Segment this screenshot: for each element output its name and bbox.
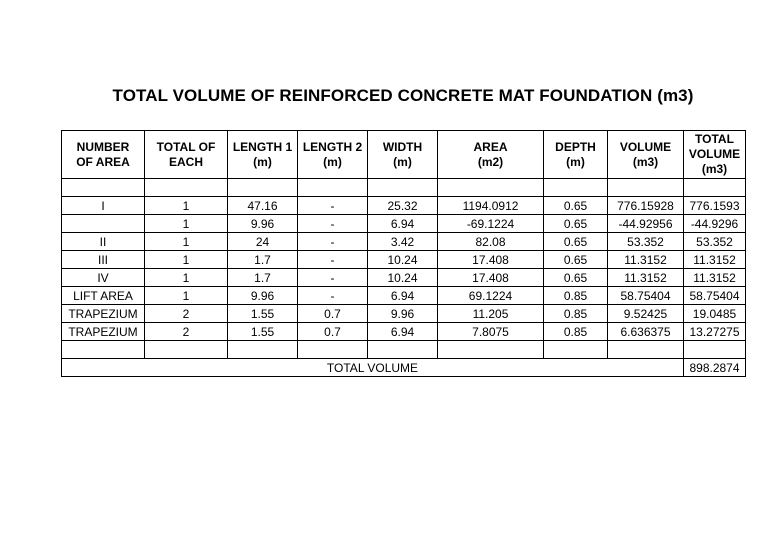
cell-width: 6.94 xyxy=(368,323,438,341)
cell-total-volume: 19.0485 xyxy=(684,305,746,323)
cell-length-2: - xyxy=(298,251,368,269)
cell-width: 3.42 xyxy=(368,233,438,251)
cell-area: 1194.0912 xyxy=(438,197,544,215)
table-row xyxy=(62,323,746,341)
cell-length-2: 0.7 xyxy=(298,323,368,341)
cell-length-2: - xyxy=(298,215,368,233)
cell-total-each: 1 xyxy=(145,197,228,215)
table-row xyxy=(62,233,746,251)
table-row xyxy=(62,269,746,287)
cell-length-2: - xyxy=(298,269,368,287)
cell-length-1: 1.7 xyxy=(228,251,298,269)
header-total-of-each: TOTAL OF EACH xyxy=(145,131,228,179)
cell-depth: 0.65 xyxy=(544,251,608,269)
cell-width: 9.96 xyxy=(368,305,438,323)
blank-row xyxy=(62,341,746,359)
cell-length-2: - xyxy=(298,287,368,305)
cell-volume: 11.3152 xyxy=(608,251,684,269)
cell-length-1: 1.55 xyxy=(228,323,298,341)
cell-area: 69.1224 xyxy=(438,287,544,305)
cell-total-each: 1 xyxy=(145,215,228,233)
cell-area-id: TRAPEZIUM xyxy=(62,323,145,341)
cell-total-volume: 53.352 xyxy=(684,233,746,251)
cell-length-1: 47.16 xyxy=(228,197,298,215)
header-width: WIDTH (m) xyxy=(368,131,438,179)
cell-width: 10.24 xyxy=(368,269,438,287)
cell-length-2: - xyxy=(298,233,368,251)
cell-area: 82.08 xyxy=(438,233,544,251)
cell-depth: 0.85 xyxy=(544,323,608,341)
cell-volume: 9.52425 xyxy=(608,305,684,323)
cell-area-id: II xyxy=(62,233,145,251)
cell-total-each: 1 xyxy=(145,269,228,287)
cell-total-volume: 13.27275 xyxy=(684,323,746,341)
cell-length-1: 9.96 xyxy=(228,215,298,233)
table-row xyxy=(62,251,746,269)
header-total-volume: TOTAL VOLUME (m3) xyxy=(684,131,746,179)
cell-length-1: 9.96 xyxy=(228,287,298,305)
cell-volume: 776.15928 xyxy=(608,197,684,215)
cell-length-2: 0.7 xyxy=(298,305,368,323)
blank-row xyxy=(62,179,746,197)
cell-depth: 0.65 xyxy=(544,233,608,251)
cell-total-each: 1 xyxy=(145,287,228,305)
cell-width: 25.32 xyxy=(368,197,438,215)
cell-length-1: 24 xyxy=(228,233,298,251)
table-row xyxy=(62,197,746,215)
cell-volume: 58.75404 xyxy=(608,287,684,305)
page-title: TOTAL VOLUME OF REINFORCED CONCRETE MAT FOUNDATION (m3) xyxy=(112,86,694,105)
cell-area-id xyxy=(62,215,145,233)
cell-area: 7.8075 xyxy=(438,323,544,341)
cell-length-1: 1.7 xyxy=(228,269,298,287)
cell-total-volume: 776.1593 xyxy=(684,197,746,215)
cell-total-volume: 11.3152 xyxy=(684,251,746,269)
header-row xyxy=(62,131,746,179)
cell-volume: 11.3152 xyxy=(608,269,684,287)
cell-volume: 53.352 xyxy=(608,233,684,251)
cell-total-each: 2 xyxy=(145,323,228,341)
volume-table xyxy=(61,130,746,377)
cell-area: -69.1224 xyxy=(438,215,544,233)
cell-area-id: LIFT AREA xyxy=(62,287,145,305)
cell-total-volume: -44.9296 xyxy=(684,215,746,233)
table-row xyxy=(62,305,746,323)
cell-area: 11.205 xyxy=(438,305,544,323)
header-number-of-area: NUMBER OF AREA xyxy=(62,131,145,179)
cell-total-each: 1 xyxy=(145,233,228,251)
cell-total-each: 2 xyxy=(145,305,228,323)
cell-total-volume: 58.75404 xyxy=(684,287,746,305)
cell-width: 10.24 xyxy=(368,251,438,269)
total-row xyxy=(62,359,746,377)
header-length-1: LENGTH 1 (m) xyxy=(228,131,298,179)
cell-area-id: III xyxy=(62,251,145,269)
cell-length-2: - xyxy=(298,197,368,215)
header-depth: DEPTH (m) xyxy=(544,131,608,179)
cell-depth: 0.65 xyxy=(544,197,608,215)
cell-depth: 0.65 xyxy=(544,269,608,287)
cell-area-id: I xyxy=(62,197,145,215)
cell-total-each: 1 xyxy=(145,251,228,269)
cell-volume: -44.92956 xyxy=(608,215,684,233)
cell-area-id: TRAPEZIUM xyxy=(62,305,145,323)
cell-area-id: IV xyxy=(62,269,145,287)
cell-area: 17.408 xyxy=(438,251,544,269)
total-volume-value: 898.2874 xyxy=(684,359,746,377)
total-volume-label: TOTAL VOLUME xyxy=(62,359,684,377)
table-row xyxy=(62,215,746,233)
cell-width: 6.94 xyxy=(368,287,438,305)
header-volume: VOLUME (m3) xyxy=(608,131,684,179)
header-area: AREA (m2) xyxy=(438,131,544,179)
cell-width: 6.94 xyxy=(368,215,438,233)
cell-total-volume: 11.3152 xyxy=(684,269,746,287)
cell-depth: 0.85 xyxy=(544,305,608,323)
cell-length-1: 1.55 xyxy=(228,305,298,323)
cell-area: 17.408 xyxy=(438,269,544,287)
table-row xyxy=(62,287,746,305)
cell-volume: 6.636375 xyxy=(608,323,684,341)
cell-depth: 0.85 xyxy=(544,287,608,305)
header-length-2: LENGTH 2 (m) xyxy=(298,131,368,179)
cell-depth: 0.65 xyxy=(544,215,608,233)
